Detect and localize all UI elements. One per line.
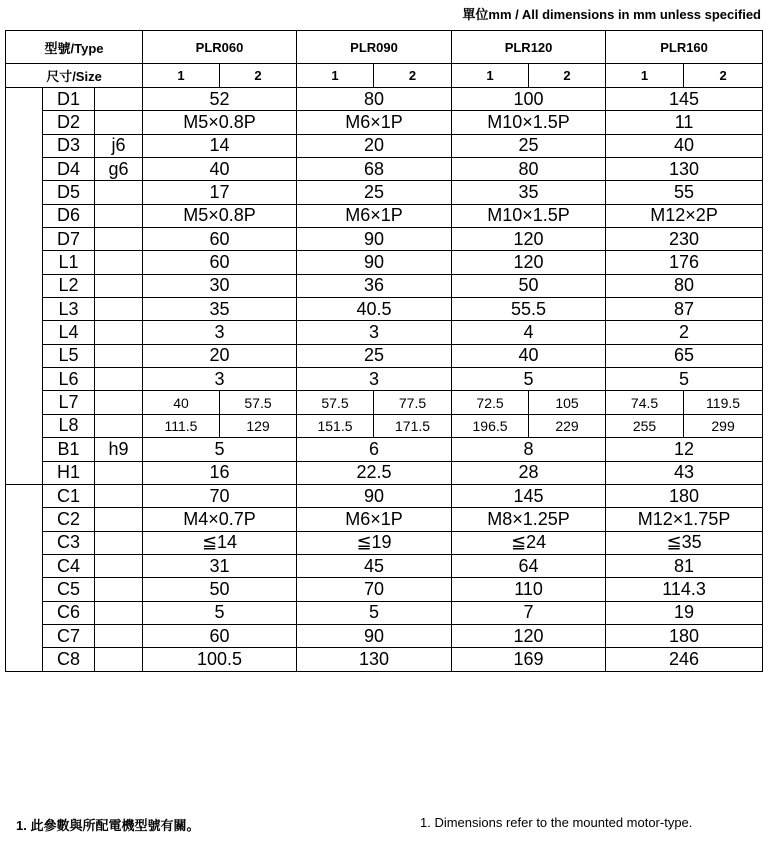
dimension-value: 25 — [297, 181, 452, 204]
dimension-value: 299 — [684, 414, 763, 437]
table-row — [6, 158, 763, 181]
table-row — [6, 578, 763, 601]
dimension-value: 72.5 — [452, 391, 529, 414]
dimension-value: M4×0.7P — [143, 508, 297, 531]
tolerance-class — [95, 531, 143, 554]
tolerance-class: j6 — [95, 134, 143, 157]
dimension-value: 14 — [143, 134, 297, 157]
dimension-value: 5 — [452, 368, 606, 391]
dimension-value: 40 — [143, 158, 297, 181]
table-row — [6, 414, 763, 437]
footnote-en: 1. Dimensions refer to the mounted motor-type. — [420, 815, 693, 830]
tolerance-class — [95, 648, 143, 671]
dimension-code: B1 — [43, 438, 95, 461]
dimension-value: 11 — [606, 111, 763, 134]
dimension-value: 57.5 — [297, 391, 374, 414]
dimension-value: 4 — [452, 321, 606, 344]
dimension-value: 25 — [452, 134, 606, 157]
dimension-code: D4 — [43, 158, 95, 181]
dimension-value: 20 — [143, 344, 297, 367]
dimension-value: 169 — [452, 648, 606, 671]
dimension-value: 90 — [297, 228, 452, 251]
dimension-value: 80 — [606, 274, 763, 297]
tolerance-class — [95, 461, 143, 484]
dimension-value: 180 — [606, 484, 763, 507]
tolerance-class — [95, 484, 143, 507]
dimension-value: 229 — [529, 414, 606, 437]
dimension-value: ≦35 — [606, 531, 763, 554]
table-row — [6, 344, 763, 367]
dimension-value: M12×2P — [606, 204, 763, 227]
dimension-code: L3 — [43, 298, 95, 321]
dimension-value: 90 — [297, 624, 452, 647]
table-body — [6, 88, 763, 672]
dimension-value: 3 — [297, 321, 452, 344]
dimension-value: 60 — [143, 228, 297, 251]
table-row — [6, 228, 763, 251]
dimension-code: H1 — [43, 461, 95, 484]
table-row — [6, 111, 763, 134]
table-row — [6, 298, 763, 321]
dimension-value: 70 — [143, 484, 297, 507]
dimension-value: 81 — [606, 554, 763, 577]
dimension-code: L2 — [43, 274, 95, 297]
table-row — [6, 181, 763, 204]
dimension-value: 50 — [452, 274, 606, 297]
dimension-value: 40 — [606, 134, 763, 157]
dimension-value: 22.5 — [297, 461, 452, 484]
tolerance-class — [95, 298, 143, 321]
type-header-row — [6, 31, 763, 64]
dimension-value: M8×1.25P — [452, 508, 606, 531]
tolerance-class — [95, 554, 143, 577]
dimension-value: 80 — [297, 88, 452, 111]
tolerance-class — [95, 204, 143, 227]
size-header: 1 — [143, 64, 220, 88]
dimension-value: 64 — [452, 554, 606, 577]
dimension-value: M6×1P — [297, 508, 452, 531]
dimension-value: 40.5 — [297, 298, 452, 321]
table-row — [6, 391, 763, 414]
dimension-value: 31 — [143, 554, 297, 577]
dimension-code: L1 — [43, 251, 95, 274]
dimension-value: 12 — [606, 438, 763, 461]
model-header: PLR060 — [143, 31, 297, 64]
dimension-value: 60 — [143, 624, 297, 647]
tolerance-class — [95, 601, 143, 624]
dimension-value: 5 — [606, 368, 763, 391]
dimension-value: 110 — [452, 578, 606, 601]
dimension-value: 176 — [606, 251, 763, 274]
model-header: PLR090 — [297, 31, 452, 64]
dimension-value: 120 — [452, 228, 606, 251]
dimension-value: 70 — [297, 578, 452, 601]
dimension-value: 90 — [297, 484, 452, 507]
dimension-value: 19 — [606, 601, 763, 624]
type-label: 型號/Type — [6, 31, 143, 64]
dimension-value: 130 — [606, 158, 763, 181]
table-row — [6, 88, 763, 111]
dimension-value: 3 — [297, 368, 452, 391]
dimension-code: C1 — [43, 484, 95, 507]
dimension-value: 151.5 — [297, 414, 374, 437]
table-row — [6, 134, 763, 157]
tolerance-class — [95, 88, 143, 111]
tolerance-class — [95, 391, 143, 414]
dimension-value: 7 — [452, 601, 606, 624]
dimension-value: 36 — [297, 274, 452, 297]
dimension-code: C3 — [43, 531, 95, 554]
dimension-value: M5×0.8P — [143, 204, 297, 227]
dimension-code: L8 — [43, 414, 95, 437]
size-label: 尺寸/Size — [6, 64, 143, 88]
dimension-value: 105 — [529, 391, 606, 414]
dimension-value: 68 — [297, 158, 452, 181]
tolerance-class — [95, 181, 143, 204]
table-row — [6, 624, 763, 647]
dimension-table — [5, 30, 763, 672]
dimension-value: M6×1P — [297, 204, 452, 227]
dimension-value: 3 — [143, 368, 297, 391]
dimension-code: L6 — [43, 368, 95, 391]
dimension-value: M12×1.75P — [606, 508, 763, 531]
dimension-value: 5 — [297, 601, 452, 624]
dimension-code: C5 — [43, 578, 95, 601]
dimension-value: 119.5 — [684, 391, 763, 414]
dimension-value: 52 — [143, 88, 297, 111]
dimension-code: D5 — [43, 181, 95, 204]
dimension-value: 87 — [606, 298, 763, 321]
tolerance-class — [95, 251, 143, 274]
dimension-code: L7 — [43, 391, 95, 414]
model-header: PLR160 — [606, 31, 763, 64]
dimension-value: 129 — [220, 414, 297, 437]
dimension-code: C7 — [43, 624, 95, 647]
dimension-value: 50 — [143, 578, 297, 601]
dimension-value: 65 — [606, 344, 763, 367]
tolerance-class — [95, 111, 143, 134]
dimension-value: 111.5 — [143, 414, 220, 437]
dimension-code: C8 — [43, 648, 95, 671]
table-row — [6, 554, 763, 577]
output-group-label — [6, 88, 43, 485]
tolerance-class: h9 — [95, 438, 143, 461]
dimension-value: 3 — [143, 321, 297, 344]
dimension-code: L4 — [43, 321, 95, 344]
tolerance-class: g6 — [95, 158, 143, 181]
unit-note: 單位mm / All dimensions in mm unless specified — [462, 7, 761, 22]
tolerance-class — [95, 508, 143, 531]
dimension-value: 120 — [452, 251, 606, 274]
dimension-value: 17 — [143, 181, 297, 204]
dimension-value: 55 — [606, 181, 763, 204]
dimension-value: 40 — [143, 391, 220, 414]
table-row — [6, 368, 763, 391]
dimension-value: 5 — [143, 438, 297, 461]
table-row — [6, 251, 763, 274]
table-row — [6, 648, 763, 671]
size-header: 1 — [452, 64, 529, 88]
tolerance-class — [95, 624, 143, 647]
dimension-value: ≦24 — [452, 531, 606, 554]
size-header: 1 — [606, 64, 684, 88]
dimension-code: D2 — [43, 111, 95, 134]
dimension-value: 60 — [143, 251, 297, 274]
dimension-value: 130 — [297, 648, 452, 671]
dimension-value: 25 — [297, 344, 452, 367]
tolerance-class — [95, 414, 143, 437]
dimension-value: M10×1.5P — [452, 111, 606, 134]
dimension-code: D1 — [43, 88, 95, 111]
dimension-value: 2 — [606, 321, 763, 344]
dimension-value: 246 — [606, 648, 763, 671]
dimension-value: 6 — [297, 438, 452, 461]
tolerance-class — [95, 321, 143, 344]
dimension-code: C2 — [43, 508, 95, 531]
table-row — [6, 461, 763, 484]
dimension-value: 57.5 — [220, 391, 297, 414]
tolerance-class — [95, 228, 143, 251]
dimension-code: D6 — [43, 204, 95, 227]
table-row — [6, 274, 763, 297]
dimension-value: 28 — [452, 461, 606, 484]
dimension-value: 5 — [143, 601, 297, 624]
dimension-value: 180 — [606, 624, 763, 647]
dimension-value: 90 — [297, 251, 452, 274]
dimension-value: 145 — [606, 88, 763, 111]
dimension-value: 35 — [143, 298, 297, 321]
size-header: 2 — [684, 64, 763, 88]
tolerance-class — [95, 368, 143, 391]
tolerance-class — [95, 344, 143, 367]
dimension-code: D3 — [43, 134, 95, 157]
dimension-value: 255 — [606, 414, 684, 437]
dimension-value: 35 — [452, 181, 606, 204]
size-header: 2 — [374, 64, 452, 88]
dimension-value: 8 — [452, 438, 606, 461]
input-group-label — [6, 484, 43, 671]
dimension-code: D7 — [43, 228, 95, 251]
dimension-value: M5×0.8P — [143, 111, 297, 134]
dimension-code: C4 — [43, 554, 95, 577]
dimension-value: 80 — [452, 158, 606, 181]
size-header: 2 — [220, 64, 297, 88]
dimension-value: 171.5 — [374, 414, 452, 437]
dimension-value: 120 — [452, 624, 606, 647]
dimension-value: ≦19 — [297, 531, 452, 554]
tolerance-class — [95, 578, 143, 601]
dimension-value: 77.5 — [374, 391, 452, 414]
size-header: 1 — [297, 64, 374, 88]
table-row — [6, 438, 763, 461]
tolerance-class — [95, 274, 143, 297]
table-row — [6, 204, 763, 227]
dimension-value: 20 — [297, 134, 452, 157]
table-row — [6, 601, 763, 624]
dimension-value: 43 — [606, 461, 763, 484]
dimension-value: 16 — [143, 461, 297, 484]
dimension-value: 100.5 — [143, 648, 297, 671]
table-row — [6, 531, 763, 554]
model-header: PLR120 — [452, 31, 606, 64]
dimension-value: 74.5 — [606, 391, 684, 414]
table-row — [6, 508, 763, 531]
dimension-value: 30 — [143, 274, 297, 297]
table-row — [6, 484, 763, 507]
dimension-code: L5 — [43, 344, 95, 367]
table-row — [6, 321, 763, 344]
size-header: 2 — [529, 64, 606, 88]
dimension-value: 114.3 — [606, 578, 763, 601]
dimension-value: 196.5 — [452, 414, 529, 437]
dimension-value: M10×1.5P — [452, 204, 606, 227]
dimension-value: 55.5 — [452, 298, 606, 321]
dimension-value: 230 — [606, 228, 763, 251]
dimension-code: C6 — [43, 601, 95, 624]
dimension-value: 145 — [452, 484, 606, 507]
dimension-value: 45 — [297, 554, 452, 577]
dimension-value: M6×1P — [297, 111, 452, 134]
size-header-row — [6, 64, 763, 88]
dimension-value: 100 — [452, 88, 606, 111]
dimension-value: 40 — [452, 344, 606, 367]
footnote-zh: 1. 此參數與所配電機型號有關。 — [16, 818, 200, 833]
dimension-value: ≦14 — [143, 531, 297, 554]
